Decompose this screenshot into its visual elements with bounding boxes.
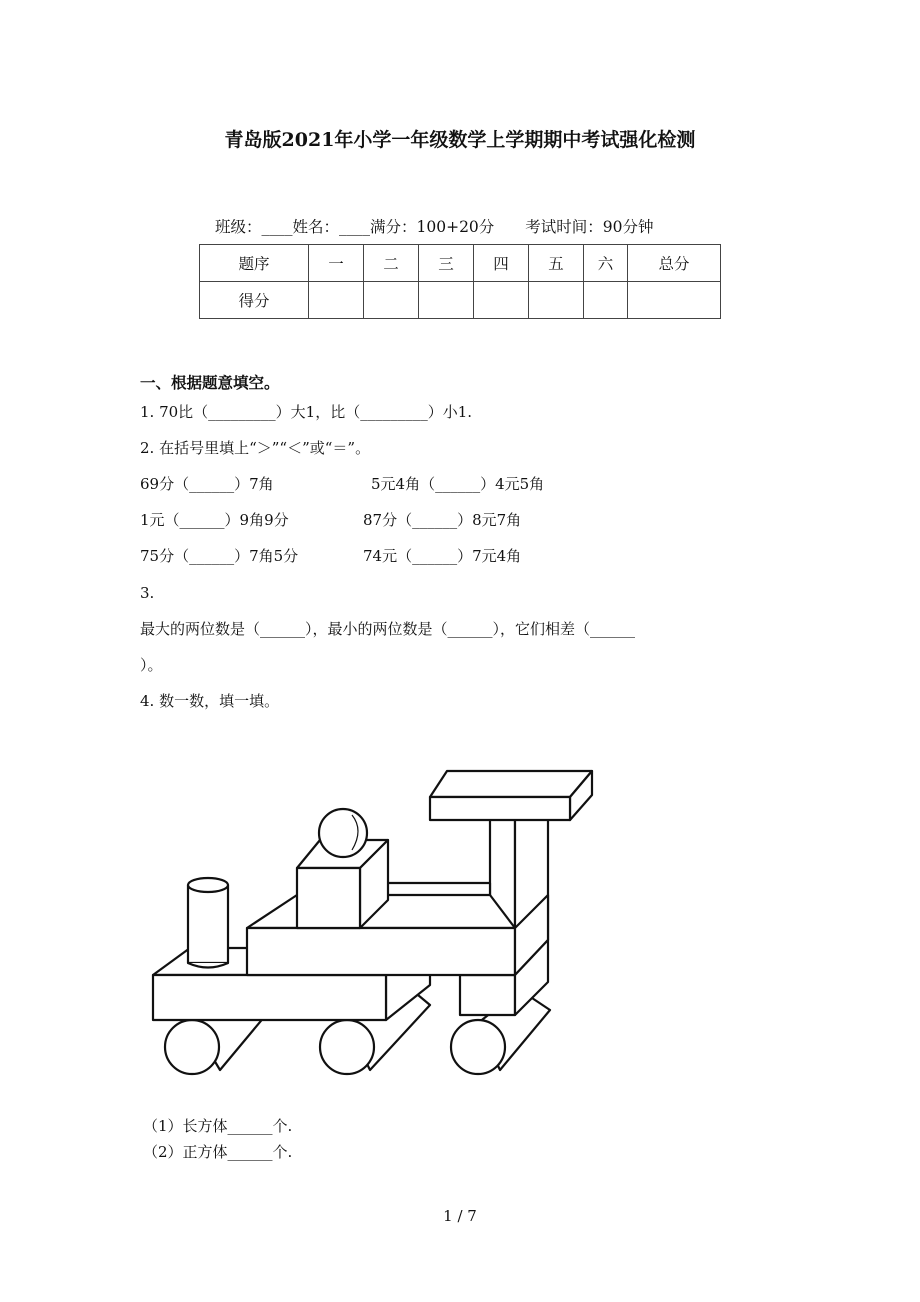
table-cell: 四 bbox=[474, 245, 529, 282]
table-cell: 一 bbox=[309, 245, 364, 282]
table-cell: 总分 bbox=[628, 245, 721, 282]
question-2: 2. 在括号里填上“＞”“＜”或“＝”。 bbox=[140, 439, 371, 457]
q2-item: 75分（______）7角5分 bbox=[140, 547, 299, 565]
q2-item: 69分（______）7角 bbox=[140, 475, 274, 493]
section-heading: 一、根据题意填空。 bbox=[140, 373, 280, 392]
q2-item: 1元（______）9角9分 bbox=[140, 511, 289, 529]
table-cell: 六 bbox=[584, 245, 628, 282]
exam-info: 班级：____姓名：____满分：100+20分 考试时间：90分钟 bbox=[215, 218, 654, 236]
question-3-number: 3. bbox=[140, 584, 155, 602]
q2-item: 74元（______）7元4角 bbox=[363, 547, 522, 565]
page-title: 青岛版2021年小学一年级数学上学期期中考试强化检测 bbox=[224, 129, 696, 151]
question-1: 1. 70比（_________）大1，比（_________）小1. bbox=[140, 403, 473, 421]
table-cell: 题序 bbox=[200, 245, 309, 282]
table-cell: 得分 bbox=[200, 282, 309, 319]
table-cell: 五 bbox=[529, 245, 584, 282]
question-4: 4. 数一数，填一填。 bbox=[140, 692, 280, 710]
table-cell: 三 bbox=[419, 245, 474, 282]
page-number: 1 / 7 bbox=[443, 1207, 477, 1225]
q2-item: 5元4角（______）4元5角 bbox=[371, 475, 545, 493]
question-4b: （2）正方体______个. bbox=[143, 1143, 293, 1161]
question-4a: （1）长方体______个. bbox=[143, 1117, 293, 1135]
q2-item: 87分（______）8元7角 bbox=[363, 511, 522, 529]
question-3: 最大的两位数是（______），最小的两位数是（______），它们相差（______ bbox=[140, 620, 636, 638]
table-cell: 二 bbox=[364, 245, 419, 282]
question-3-end: ）。 bbox=[140, 656, 163, 674]
